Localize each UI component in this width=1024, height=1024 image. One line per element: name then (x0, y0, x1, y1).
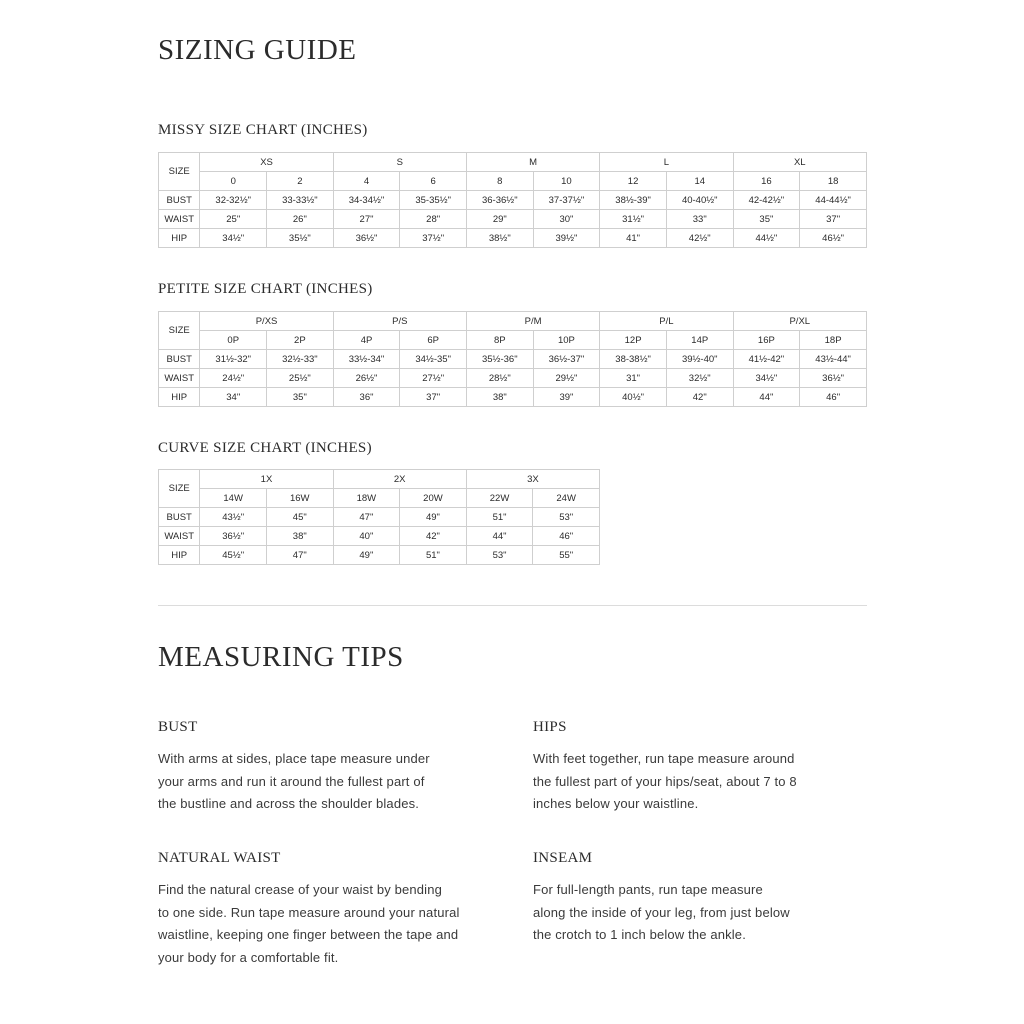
size-number: 6 (400, 172, 467, 191)
cell: 28" (400, 210, 467, 229)
table-row (159, 546, 600, 565)
section-divider (158, 605, 867, 606)
size-number: 8 (466, 172, 533, 191)
tip-line: inches below your waistline. (533, 796, 699, 811)
cell: 51" (466, 508, 533, 527)
table-row (159, 508, 600, 527)
cell: 31½-32" (200, 350, 267, 369)
table-row (159, 527, 600, 546)
tip-line: the crotch to 1 inch below the ankle. (533, 927, 746, 942)
row-label: BUST (159, 350, 200, 369)
size-number: 18 (800, 172, 867, 191)
cell: 35" (733, 210, 800, 229)
size-number: 4 (333, 172, 400, 191)
tip-line: the bustline and across the shoulder blades. (158, 796, 419, 811)
cell: 44" (466, 527, 533, 546)
curve-size-table (158, 469, 600, 565)
size-number: 16 (733, 172, 800, 191)
size-number: 20W (400, 489, 467, 508)
cell: 42½" (666, 229, 733, 248)
cell: 33" (666, 210, 733, 229)
size-group: P/M (466, 312, 599, 331)
cell: 32-32½" (200, 191, 267, 210)
cell: 49" (333, 546, 400, 565)
cell: 36" (333, 388, 400, 407)
cell: 34-34½" (333, 191, 400, 210)
cell: 35½-36" (466, 350, 533, 369)
curve-chart-title: CURVE SIZE CHART (INCHES) (158, 440, 372, 456)
size-number: 22W (466, 489, 533, 508)
cell: 37-37½" (533, 191, 600, 210)
size-number: 12 (600, 172, 667, 191)
tip-line: With arms at sides, place tape measure under (158, 751, 430, 766)
cell: 36½" (200, 527, 267, 546)
table-row (159, 229, 867, 248)
cell: 45½" (200, 546, 267, 565)
cell: 41" (600, 229, 667, 248)
cell: 27" (333, 210, 400, 229)
measuring-tips-title: MEASURING TIPS (158, 641, 404, 673)
cell: 36½" (800, 369, 867, 388)
size-number: 12P (600, 331, 667, 350)
tip-title: NATURAL WAIST (158, 850, 281, 866)
size-number: 0P (200, 331, 267, 350)
size-number: 24W (533, 489, 600, 508)
cell: 38" (466, 388, 533, 407)
cell: 49" (400, 508, 467, 527)
table-row (159, 470, 600, 489)
size-number: 8P (466, 331, 533, 350)
cell: 37½" (400, 229, 467, 248)
tip-line: the fullest part of your hips/seat, about 7 to 8 (533, 773, 797, 789)
row-label: BUST (159, 508, 200, 527)
size-number: 14P (666, 331, 733, 350)
tip-bust (158, 719, 478, 816)
size-group: 3X (466, 470, 599, 489)
tip-inseam (533, 850, 853, 947)
cell: 36-36½" (466, 191, 533, 210)
tip-line: For full-length pants, run tape measure (533, 882, 763, 897)
cell: 27½" (400, 369, 467, 388)
cell: 53" (466, 546, 533, 565)
tip-title: BUST (158, 719, 198, 735)
size-header: SIZE (159, 470, 200, 508)
tip-title: INSEAM (533, 850, 593, 866)
cell: 36½-37" (533, 350, 600, 369)
size-group: XL (733, 153, 866, 172)
size-number: 2P (267, 331, 334, 350)
cell: 34½" (200, 229, 267, 248)
size-header: SIZE (159, 312, 200, 350)
table-row (159, 350, 867, 369)
cell: 38-38½" (600, 350, 667, 369)
size-number: 16W (266, 489, 333, 508)
cell: 40½" (600, 388, 667, 407)
tip-line: along the inside of your leg, from just below (533, 904, 790, 920)
cell: 51" (400, 546, 467, 565)
cell: 40-40½" (666, 191, 733, 210)
cell: 55" (533, 546, 600, 565)
size-group: XS (200, 153, 333, 172)
cell: 30" (533, 210, 600, 229)
cell: 47" (333, 508, 400, 527)
cell: 40" (333, 527, 400, 546)
tip-line: Find the natural crease of your waist by bending (158, 882, 442, 897)
cell: 24½" (200, 369, 267, 388)
tip-body (158, 748, 478, 816)
cell: 34½-35" (400, 350, 467, 369)
table-row (159, 191, 867, 210)
cell: 28½" (466, 369, 533, 388)
size-number: 0 (200, 172, 267, 191)
cell: 37" (800, 210, 867, 229)
missy-chart-title: MISSY SIZE CHART (INCHES) (158, 122, 368, 138)
table-row (159, 331, 867, 350)
tip-line: to one side. Run tape measure around your natural (158, 904, 460, 920)
size-group: P/XL (733, 312, 866, 331)
cell: 39½" (533, 229, 600, 248)
cell: 42" (400, 527, 467, 546)
tip-line: your body for a comfortable fit. (158, 949, 339, 965)
size-number: 18W (333, 489, 400, 508)
size-number: 10 (533, 172, 600, 191)
row-label: HIP (159, 229, 200, 248)
cell: 25½" (267, 369, 334, 388)
cell: 45" (266, 508, 333, 527)
table-row (159, 172, 867, 191)
size-number: 14W (200, 489, 267, 508)
cell: 46½" (800, 229, 867, 248)
cell: 42" (666, 388, 733, 407)
cell: 34½" (733, 369, 800, 388)
size-number: 4P (333, 331, 400, 350)
cell: 41½-42" (733, 350, 800, 369)
table-row (159, 489, 600, 508)
cell: 32½" (666, 369, 733, 388)
cell: 33½-34" (333, 350, 400, 369)
sizing-guide-title: SIZING GUIDE (158, 34, 357, 66)
cell: 44½" (733, 229, 800, 248)
tip-line: waistline, keeping one finger between the tape and (158, 927, 459, 942)
cell: 53" (533, 508, 600, 527)
cell: 25" (200, 210, 267, 229)
row-label: WAIST (159, 210, 200, 229)
size-number: 14 (666, 172, 733, 191)
table-row (159, 388, 867, 407)
tip-title: HIPS (533, 719, 567, 735)
cell: 26" (267, 210, 334, 229)
table-row (159, 153, 867, 172)
cell: 32½-33" (267, 350, 334, 369)
cell: 43½" (200, 508, 267, 527)
cell: 46" (533, 527, 600, 546)
size-group: P/L (600, 312, 733, 331)
size-group: 1X (200, 470, 333, 489)
cell: 38½" (466, 229, 533, 248)
cell: 29½" (533, 369, 600, 388)
cell: 35" (267, 388, 334, 407)
cell: 44" (733, 388, 800, 407)
tip-body (533, 879, 853, 947)
cell: 44-44½" (800, 191, 867, 210)
petite-chart-title: PETITE SIZE CHART (INCHES) (158, 281, 373, 297)
size-group: L (600, 153, 733, 172)
size-group: P/S (333, 312, 466, 331)
cell: 39" (533, 388, 600, 407)
row-label: BUST (159, 191, 200, 210)
cell: 38½-39" (600, 191, 667, 210)
size-number: 2 (267, 172, 334, 191)
cell: 31½" (600, 210, 667, 229)
size-number: 10P (533, 331, 600, 350)
cell: 43½-44" (800, 350, 867, 369)
size-group: 2X (333, 470, 466, 489)
size-header: SIZE (159, 153, 200, 191)
size-group: S (333, 153, 466, 172)
tip-natural-waist (158, 850, 478, 969)
size-group: M (466, 153, 599, 172)
tip-body (158, 879, 478, 969)
cell: 26½" (333, 369, 400, 388)
cell: 37" (400, 388, 467, 407)
cell: 35½" (267, 229, 334, 248)
cell: 39½-40" (666, 350, 733, 369)
size-number: 18P (800, 331, 867, 350)
cell: 38" (266, 527, 333, 546)
tip-line: your arms and run it around the fullest part of (158, 773, 425, 789)
table-row (159, 369, 867, 388)
cell: 36½" (333, 229, 400, 248)
cell: 34" (200, 388, 267, 407)
row-label: HIP (159, 388, 200, 407)
cell: 47" (266, 546, 333, 565)
tip-hips (533, 719, 853, 816)
row-label: WAIST (159, 369, 200, 388)
row-label: HIP (159, 546, 200, 565)
size-number: 6P (400, 331, 467, 350)
tip-line: With feet together, run tape measure around (533, 751, 795, 766)
row-label: WAIST (159, 527, 200, 546)
cell: 29" (466, 210, 533, 229)
missy-size-table (158, 152, 867, 248)
table-row (159, 312, 867, 331)
cell: 42-42½" (733, 191, 800, 210)
cell: 33-33½" (267, 191, 334, 210)
tip-body (533, 748, 853, 816)
size-group: P/XS (200, 312, 333, 331)
petite-size-table (158, 311, 867, 407)
size-number: 16P (733, 331, 800, 350)
cell: 46" (800, 388, 867, 407)
table-row (159, 210, 867, 229)
cell: 31" (600, 369, 667, 388)
cell: 35-35½" (400, 191, 467, 210)
